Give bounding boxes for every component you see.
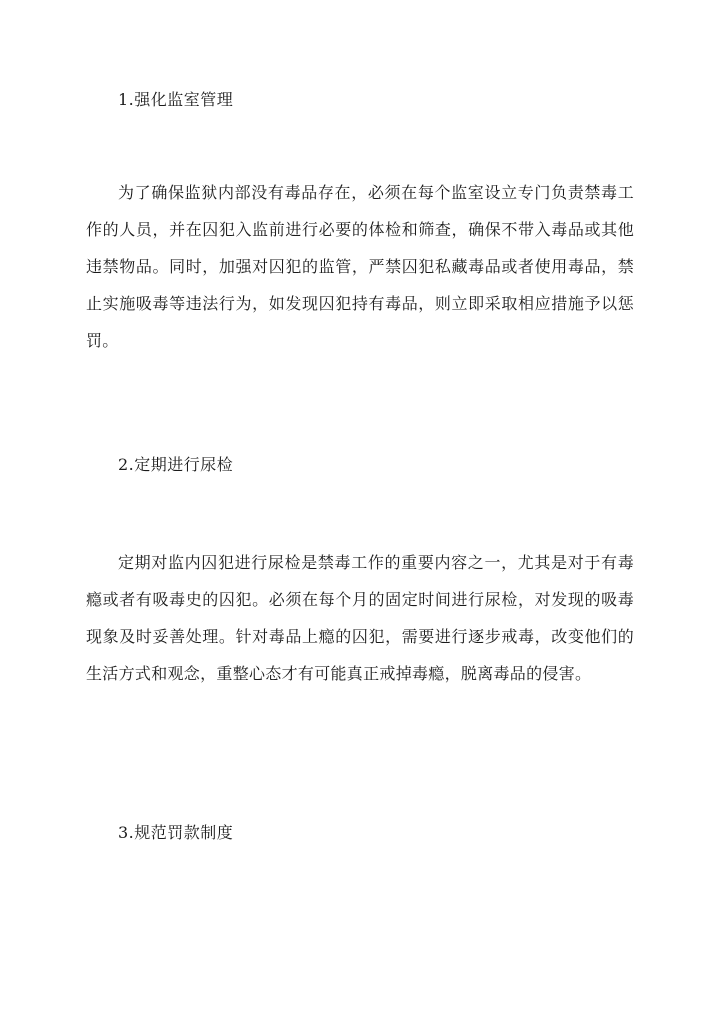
section-paragraph-2: 定期对监内囚犯进行尿检是禁毒工作的重要内容之一，尤其是对于有毒瘾或者有吸毒史的囚犯。必须在每个月的固定时间进行尿检，对发现的吸毒现象及时妥善处理。针对毒品上瘾的囚犯，需要进行逐步戒毒，改变他们的生活方式和观念，重整心态才有可能真正戒掉毒瘾，脱离毒品的侵害。 [86, 553, 634, 683]
section-heading-2: 2.定期进行尿检 [118, 455, 234, 474]
section-heading-3: 3.规范罚款制度 [118, 823, 234, 842]
section-paragraph-1: 为了确保监狱内部没有毒品存在，必须在每个监室设立专门负责禁毒工作的人员，并在囚犯入监前进行必要的体检和筛查，确保不带入毒品或其他违禁物品。同时，加强对囚犯的监管，严禁囚犯私藏毒品或者使用毒品，禁止实施吸毒等违法行为，如发现囚犯持有毒品，则立即采取相应措施予以惩罚。 [86, 183, 634, 350]
section-heading-1: 1.强化监室管理 [118, 90, 234, 109]
